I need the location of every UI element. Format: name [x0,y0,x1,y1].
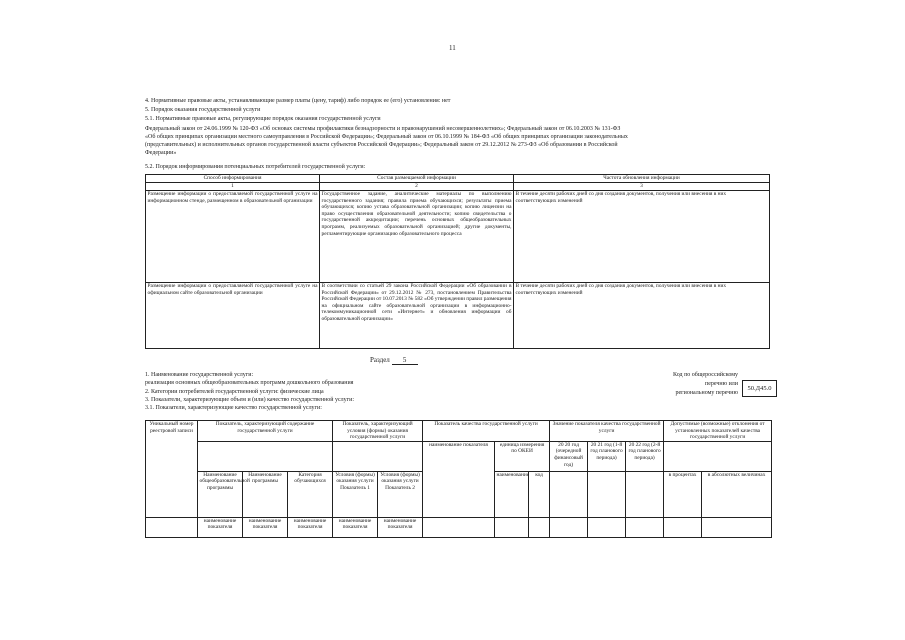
law-line-3: (представительных) и исполнительных органов государственной власти субъектов Российской Федерации»; Федеральный закон от 29.12.2012 № 273-ФЗ «Об образовании в Российской [145,142,618,148]
indicator-name-caption: наименование показателя [288,517,333,537]
section-heading [370,356,418,365]
indicators-heading: 3. Показатели, характеризующие объем и (или) качество государственной услуги: [145,397,354,403]
header-deviation-absolute: в абсолютных величинах [702,471,772,517]
section-label: Раздел [370,356,390,364]
header-unit: единица измерения по ОКЕИ [495,441,550,471]
header-unique-number: Уникальный номер реестровой записи [146,421,198,518]
law-line-2: «Об общих принципах организации местного самоуправления в Российской Федерации»; Федеральный закон от 06.10.1999 № 184-ФЗ «Об общих принципах организации законодательных [145,134,628,140]
info-col-number: 3 [514,183,770,191]
info-method-cell: Размещение информации о предоставляемой государственной услуге на информационном стенде, размещенном в образовательной организации [146,191,320,283]
empty-cell [529,517,550,537]
code-label-3: региональному перечню [675,390,738,396]
header-condition-1: Условия (формы) оказания услуги Показатель 1 [333,471,378,517]
info-frequency-cell: В течение десяти рабочих дней со дня создания документов, получения или внесения в них соответствующих изменений [514,191,770,283]
header-condition-2: Условия (формы) оказания услуги Показатель 2 [378,471,423,517]
info-content-cell: Государственное задание, аналитические материалы по выполнению государственного задания; правила приема обучающихся; результаты приема обучающихся; копию устава образовательной организации; копию лицензии на право осуществления образовательной деятельности; копию свидетельства о государственной аккредитации; перечень основных общеобразовательных программ, реализуемых образовательной организацией; другие документы, регламентирующие организацию образовательного процесса [320,191,514,283]
table-row [146,191,770,283]
header-program: Наименование программы [243,471,288,517]
header-quality-indicator: Показатель качества государственной услуги [423,421,550,442]
info-header-method: Способ информирования [146,175,320,183]
para-5-2: 5.2. Порядок информирования потенциальных потребителей государственной услуги: [145,164,366,170]
header-year-3: 20 22 год (2-й год планового периода) [626,441,664,471]
info-table [145,174,770,349]
service-code-box: 50.Д45.0 [742,380,777,397]
conditions-spacer [333,441,423,471]
table-row [146,283,770,349]
year-1-cell [550,471,588,517]
law-line-1: Федеральный закон от 24.06.1999 № 120-ФЗ «Об основах системы профилактики безнадзорности и правонарушений несовершеннолетних»; Федеральный закон от 06.10.2003 № 131-ФЗ [145,126,621,132]
year-2-cell [588,471,626,517]
info-method-cell: Размещение информации о предоставляемой государственной услуге на официальном сайте образовательной организации [146,283,320,349]
empty-cell [626,517,664,537]
empty-cell [588,517,626,537]
empty-cell [702,517,772,537]
section-number: 5 [392,356,418,365]
indicator-name-caption: наименование показателя [333,517,378,537]
empty-cell [550,517,588,537]
header-quality-values: Значение показателя качества государственной услуги [550,421,664,442]
service-name-label: 1. Наименование государственной услуги: [145,372,254,378]
info-frequency-cell: В течение десяти рабочих дней со дня создания документов, получения или внесения в них соответствующих изменений [514,283,770,349]
info-header-frequency: Частота обновления информации [514,175,770,183]
header-conditions-indicator: Показатель, характеризующий условия (формы) оказания государственной услуги [333,421,423,442]
header-deviation: Допустимые (возможные) отклонения от установленных показателей качества государственной услуги [664,421,772,442]
code-label-2: перечню или [704,381,738,387]
unique-number-cell [146,517,198,537]
consumer-category: 2. Категории потребителей государственной услуги: физические лица [145,389,324,395]
info-col-number: 2 [320,183,514,191]
info-col-number: 1 [146,183,320,191]
header-deviation-percent: в процентах [664,471,702,517]
code-label-1: Код по общероссийскому [673,372,738,378]
header-year-2: 20 21 год (1-й год планового периода) [588,441,626,471]
header-indicator-name: наименование показателя [423,441,495,517]
page-number: 11 [449,44,456,52]
indicator-name-caption: наименование показателя [198,517,243,537]
quality-table [145,420,772,538]
para-5-1: 5.1. Нормативные правовые акты, регулирующие порядок оказания государственной услуги [145,116,381,122]
empty-cell [495,517,529,537]
header-content-indicator: Показатель, характеризующий содержание государственной услуги [198,421,333,442]
indicator-name-caption: наименование показателя [243,517,288,537]
service-name-value: реализация основных общеобразовательных программ дошкольного образования [145,380,354,386]
header-program-name: Наименование общеобразовательной программы [198,471,243,517]
empty-cell [423,517,495,537]
deviation-spacer [664,441,772,471]
quality-indicators-heading: 3.1. Показатели, характеризующие качество государственной услуги: [145,405,322,411]
para-4: 4. Нормативные правовые акты, устанавливающие размер платы (цену, тариф) либо порядок ее (его) установления: нет [145,98,451,104]
info-header-content: Состав размещаемой информации [320,175,514,183]
para-5: 5. Порядок оказания государственной услуги [145,107,261,113]
header-student-category: Категория обучающихся [288,471,333,517]
indicator-name-caption: наименование показателя [378,517,423,537]
year-3-cell [626,471,664,517]
header-unit-code: код [529,471,550,517]
header-year-1: 20 20 год (очередной финансовый год) [550,441,588,471]
header-unit-name: наименование [495,471,529,517]
empty-cell [664,517,702,537]
info-content-cell: В соответствии со статьей 29 закона Российской Федерации «Об образовании в Российской Федерации» от 29.12.2012 № 273, постановлением Правительства Российской Федерации от 10.07.2013 № 582 «Об утверждении правил размещения на официальном сайте образовательной организации в информационно-телекоммуникационной сети «Интернет» и обновления информации об образовательной организации» [320,283,514,349]
law-line-4: Федерации» [145,150,177,156]
content-spacer [198,441,333,471]
